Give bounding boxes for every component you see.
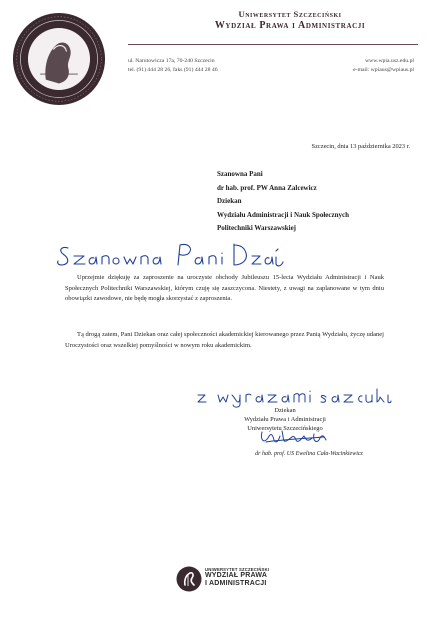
email-link[interactable]: e-mail: wpiaus@wpiaus.pl <box>353 66 414 73</box>
signature-scribble <box>258 428 330 446</box>
address-block <box>128 57 218 74</box>
university-seal-icon <box>12 12 106 106</box>
handwritten-closing <box>196 384 392 408</box>
website-link[interactable]: www.wpia.usz.edu.pl <box>365 58 414 64</box>
recipient-block <box>217 168 349 236</box>
phone-line: tel. (91) 444 28 26, faks (91) 444 28 46 <box>128 66 218 73</box>
faculty-logo-icon <box>176 566 202 592</box>
handwritten-salutation <box>54 240 284 272</box>
footer-line-2: I ADMINISTRACJI <box>205 580 267 587</box>
recipient-line: Szanowna Pani <box>217 170 263 178</box>
footer-logotype <box>205 567 269 588</box>
recipient-line: Politechniki Warszawskiej <box>217 224 297 233</box>
online-contact-block <box>280 57 414 74</box>
footer-line-1: WYDZIAŁ PRAWA <box>205 572 268 579</box>
signatory-name: dr hab. prof. US Ewelina Cała-Wacinkiewicz <box>255 451 363 457</box>
recipient-line: Dziekan <box>217 197 242 206</box>
paragraph: Uprzejmie dziękuję za zaproszenie na uroczyste obchody Jubileuszu 15-lecia Wydziału Administracji i Nauk Społecznych Politechniki Warszawskiej, którym czuję się zaszczycona. Niestety, z uwagi na zaplanowane w tym dniu obowiązki zawodowe, nie będę mogła skorzystać z zaproszenia. <box>65 274 384 303</box>
signatory-faculty: Wydziału Prawa i Administracji <box>244 416 326 423</box>
recipient-line: Wydziału Administracji i Nauk Społecznych <box>217 210 349 219</box>
recipient-line: dr hab. prof. PW Anna Zalcewicz <box>217 183 317 192</box>
signatory-title: Dziekan <box>274 407 296 414</box>
letter-date: Szczecin, dnia 13 października 2023 r. <box>311 143 410 150</box>
address-line: ul. Narutowicza 17a, 70-240 Szczecin <box>128 58 215 64</box>
faculty-name: Wydział Prawa i Administracji <box>214 20 366 31</box>
footer-university: UNIWERSYTET SZCZECIŃSKI <box>205 567 270 572</box>
paragraph: Tą drogą zatem, Pani Dziekan oraz całej społeczności akademickiej kierowanego przez Panią Wydziału, życzę udanej Uroczystości oraz wszelkiej pomyślności w nowym roku akademickim. <box>65 331 384 349</box>
signatory-university: Uniwersytetu Szczecińskiego <box>247 425 323 432</box>
university-name: Uniwersytet Szczeciński <box>238 9 342 19</box>
header-divider <box>128 44 418 45</box>
